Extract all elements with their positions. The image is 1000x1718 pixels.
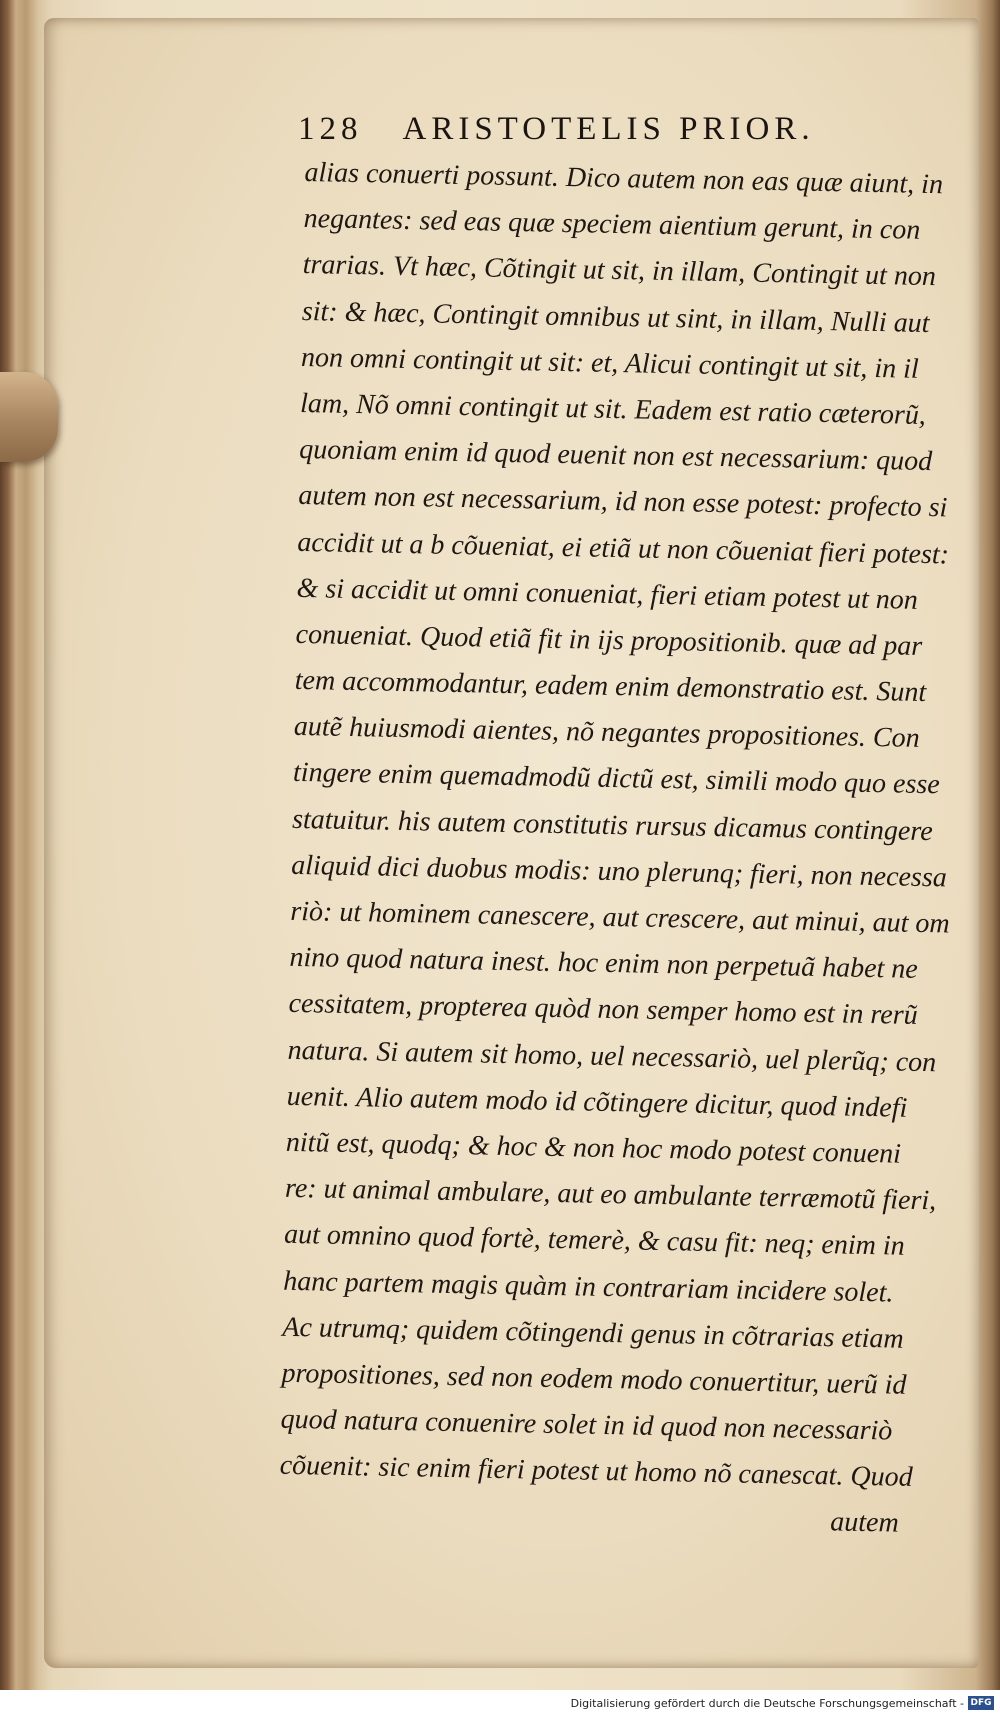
text-line: autẽ huiusmodi aientes, nõ negantes propositiones. Con [293,711,920,755]
text-line: re: ut animal ambulare, aut eo ambulante terræmotũ fieri, [284,1172,937,1217]
text-line: hanc partem magis quàm in contrariam incidere solet. [282,1265,894,1309]
page-number: 128 [298,111,363,147]
text-line: nino quod natura inest. hoc enim non perpetuã habet ne [289,942,919,986]
text-line: autem non est necessarium, id non esse potest: profecto si [298,480,948,524]
body-text [278,150,964,1548]
text-line: propositiones, sed non eodem modo conuertitur, uerũ id [281,1357,907,1401]
digitization-credit: Digitalisierung gefördert durch die Deutsche Forschungsgemeinschaft - [570,1697,964,1710]
text-line: quod natura conuenire solet in id quod non necessariò [280,1403,893,1447]
dfg-logo: DFG [968,1696,994,1710]
text-line: nitũ est, quodq; & hoc & non hoc modo potest conueni [285,1126,902,1170]
text-line: quoniam enim id quod euenit non est necessarium: quod [298,434,933,478]
text-line: & si accidit ut omni conueniat, fieri etiam potest ut non [296,572,919,616]
text-line: sit: & hæc, Contingit omnibus ut sint, in illam, Nulli aut [301,295,930,339]
catchword: autem [830,1506,900,1540]
bookmark-ribbon [0,372,58,462]
text-line: conueniat. Quod etiã fit in ijs propositionib. quæ ad par [295,618,923,662]
text-line: aut omnino quod fortè, temerè, & casu fit: neq; enim in [283,1219,905,1263]
text-line: lam, Nõ omni contingit ut sit. Eadem est ratio cæterorũ, [299,387,927,431]
text-line: trarias. Vt hæc, Cõtingit ut sit, in illam, Contingit ut non [302,249,937,293]
text-line: riò: ut hominem canescere, aut crescere, aut minui, aut om [290,895,950,940]
text-line: tingere enim quemadmodũ dictũ est, simili modo quo esse [292,757,940,801]
text-line: negantes: sed eas quæ speciem aientium gerunt, in con [303,203,921,247]
text-line: cõuenit: sic enim fieri potest ut homo nõ canescat. Quod [279,1450,913,1494]
text-line: aliquid dici duobus modis: uno plerunq; fieri, non necessa [290,849,948,894]
running-title: ARISTOTELIS PRIOR. [402,111,815,147]
text-line: cessitatem, propterea quòd non semper homo est in rerũ [288,988,918,1032]
text-line: natura. Si autem sit homo, uel necessariò, uel plerũq; con [287,1034,937,1078]
text-line: non omni contingit ut sit: et, Alicui contingit ut sit, in il [300,341,920,385]
text-line: uenit. Alio autem modo id cõtingere dicitur, quod indefi [286,1080,908,1124]
text-line: tem accommodantur, eadem enim demonstratio est. Sunt [294,664,927,709]
running-header [298,108,938,150]
text-line: statuitur. his autem constitutis rursus dicamus contingere [291,803,933,847]
text-line: Ac utrumq; quidem cõtingendi genus in cõtrarias etiam [282,1311,904,1355]
text-line: accidit ut a b cõueniat, ei etiã ut non cõueniat fieri potest: [297,526,950,570]
text-line: alias conuerti possunt. Dico autem non eas quæ aiunt, in [304,156,944,201]
